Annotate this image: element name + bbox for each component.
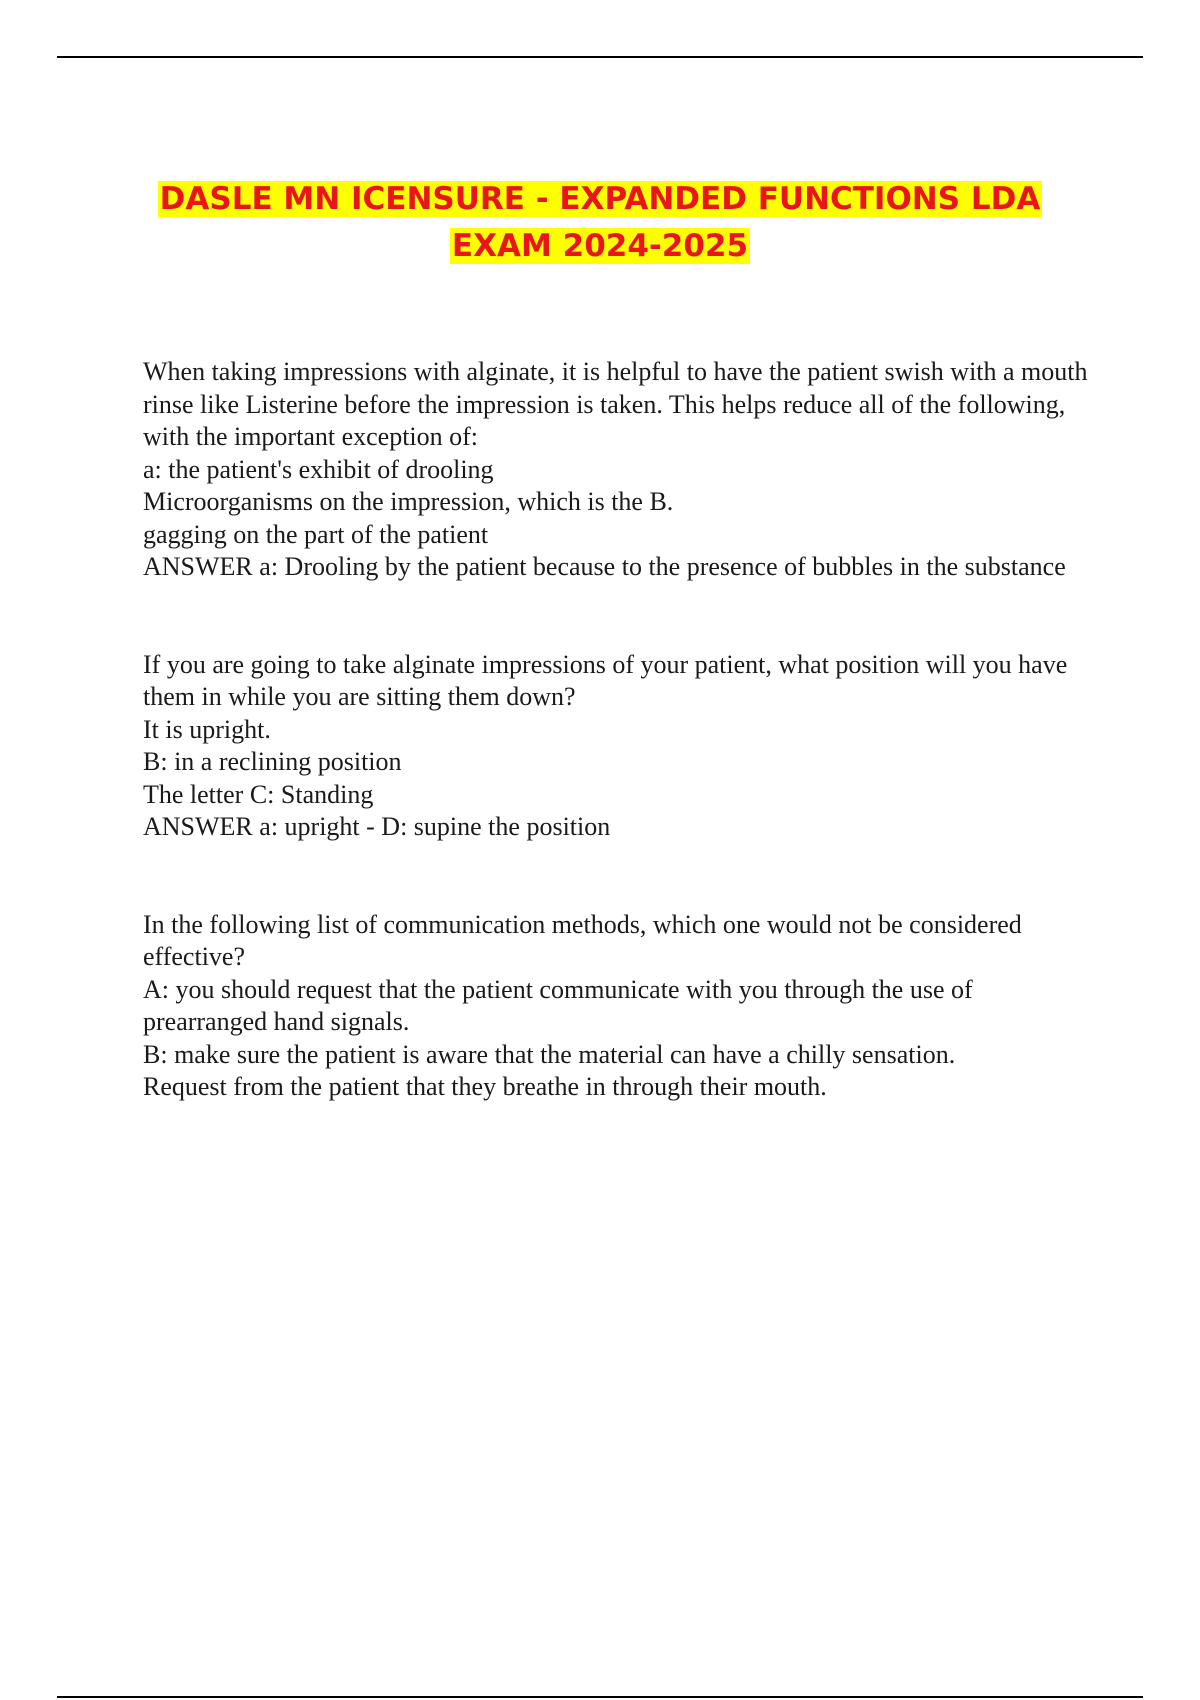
question-3 — [143, 909, 1103, 1104]
question-1-answer: ANSWER a: Drooling by the patient because to the presence of bubbles in the substance — [143, 552, 1066, 581]
question-2-option-a: It is upright. — [143, 714, 271, 744]
question-2-option-b: B: in a reclining position — [143, 747, 402, 776]
question-3-option-c: Request from the patient that they breathe in through their mouth. — [143, 1072, 827, 1101]
top-divider — [57, 56, 1143, 58]
question-1-line-a: a: the patient's exhibit of drooling — [143, 454, 494, 484]
question-3-prompt: In the following list of communication methods, which one would not be considered effective? — [143, 909, 1022, 971]
question-2-prompt: If you are going to take alginate impressions of your patient, what position will you have them in while you are sitting them down? — [143, 649, 1068, 711]
question-1 — [143, 356, 1103, 584]
question-1-option: gagging on the part of the patient — [143, 519, 489, 549]
bottom-divider — [57, 1696, 1143, 1698]
question-3-option-a: A: you should request that the patient communicate with you through the use of prearranged hand signals. — [143, 974, 973, 1036]
question-2-answer: ANSWER a: upright - D: supine the position — [143, 812, 611, 841]
document-body — [143, 356, 1103, 1104]
question-1-prompt: When taking impressions with alginate, it is helpful to have the patient swish with a mouth rinse like Listerine before the impression is taken. This helps reduce all of the following, with the important exception of: — [143, 357, 1088, 451]
question-3-option-b: B: make sure the patient is aware that the material can have a chilly sensation. — [143, 1039, 956, 1069]
title-line-1: DASLE MN ICENSURE - EXPANDED FUNCTIONS LDA — [159, 181, 1041, 217]
question-1-line-b: Microorganisms on the impression, which is the B. — [143, 487, 674, 516]
question-2-option-c: The letter C: Standing — [143, 779, 374, 809]
document-title — [100, 176, 1100, 270]
title-line-2: EXAM 2024-2025 — [451, 228, 749, 264]
question-2 — [143, 649, 1103, 844]
